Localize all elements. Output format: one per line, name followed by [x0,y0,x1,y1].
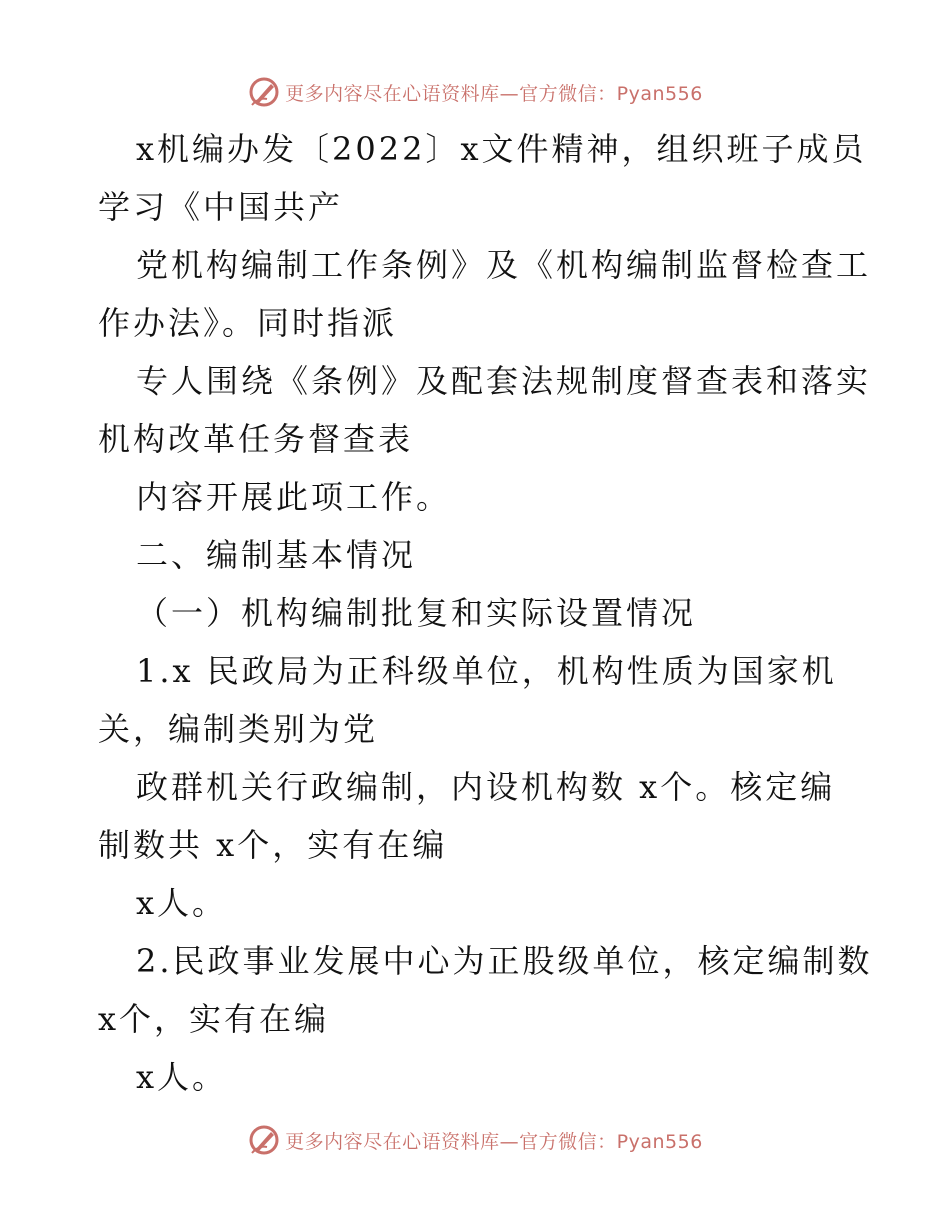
subsection-heading: （一）机构编制批复和实际设置情况 [136,594,697,632]
paragraph-line: 学习《中国共产 [98,188,344,226]
watermark-text: 更多内容尽在心语资料库—官方微信：Pyan556 [285,1130,703,1153]
pen-logo-icon [247,75,281,109]
paragraph-line: x机编办发〔2022〕x文件精神，组织班子成员 [136,130,867,168]
paragraph-line: 机构改革任务督查表 [98,420,414,458]
paragraph-line: x个，实有在编 [98,1000,330,1038]
paragraph-line: 专人围绕《条例》及配套法规制度督查表和落实 [136,362,872,400]
header-watermark-banner [0,72,950,112]
watermark-text: 更多内容尽在心语资料库—官方微信：Pyan556 [285,82,703,105]
paragraph-line: 2.民政事业发展中心为正股级单位，核定编制数 [136,942,873,980]
paragraph-line: 1.x 民政局为正科级单位，机构性质为国家机 [136,652,837,690]
paragraph-line: x人。 [136,884,228,922]
paragraph-line: 党机构编制工作条例》及《机构编制监督检查工 [136,246,872,284]
document-body [98,120,873,1106]
paragraph-line: 制数共 x个，实有在编 [98,826,448,864]
paragraph-line: 政群机关行政编制，内设机构数 x个。核定编 [136,768,836,806]
section-heading: 二、编制基本情况 [136,536,417,574]
paragraph-line: x人。 [136,1058,228,1096]
pen-logo-icon [247,1123,281,1157]
paragraph-line: 内容开展此项工作。 [136,478,452,516]
paragraph-line: 作办法》。同时指派 [98,304,398,342]
paragraph-line: 关，编制类别为党 [98,710,379,748]
footer-watermark-banner [0,1120,950,1160]
